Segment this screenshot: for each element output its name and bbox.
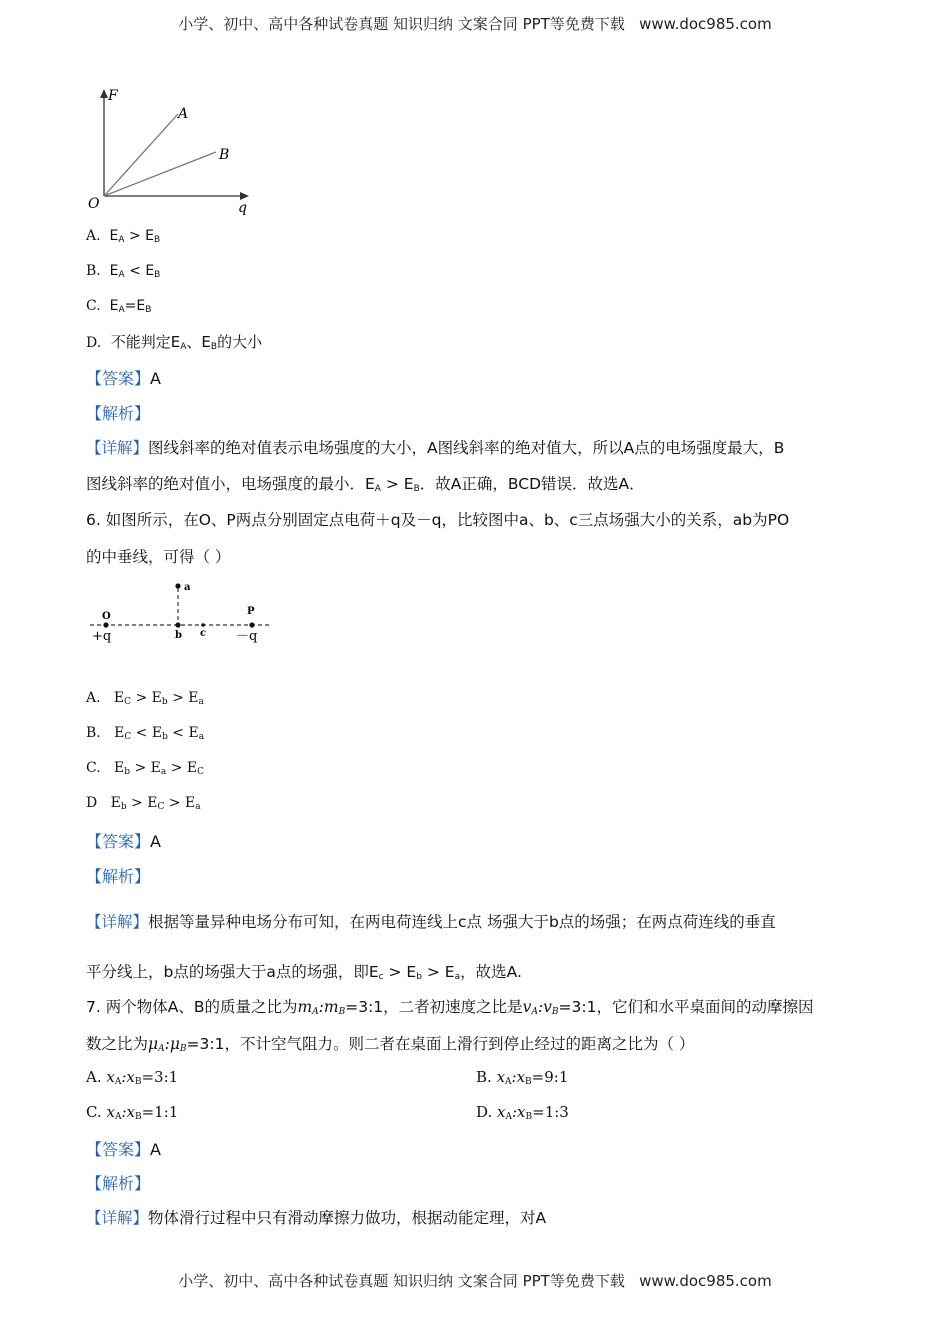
label-c: c bbox=[200, 628, 207, 639]
q6-analysis: 【解析】 bbox=[86, 867, 151, 886]
q6-stem-line2: 的中垂线，可得（ ） bbox=[86, 548, 231, 566]
q5-option-d[interactable]: D. 不能判定$E_A$、$E_B$的大小 bbox=[86, 333, 263, 352]
q6-detail-line1: 【详解】根据等量异种电场分布可知，在两电荷连线上c点 场强大于b点的场强；在两点荷连线的垂直 bbox=[86, 913, 776, 931]
q6-option-a[interactable]: A. $E_C > E_b > E_a$ bbox=[86, 690, 204, 707]
q7-option-a[interactable]: A. $x_A:x_B=3:1$ bbox=[86, 1068, 179, 1087]
q6-stem-line1: 6. 如图所示，在O、P两点分别固定点电荷＋q及－q，比较图中a、b、c三点场强大小的关系，ab为PO bbox=[86, 511, 790, 529]
point-c bbox=[201, 623, 205, 627]
graph-line-a bbox=[104, 114, 178, 196]
graph-y-arrow bbox=[100, 89, 108, 98]
label-minus-q: －q bbox=[236, 629, 258, 644]
q7-option-c[interactable]: C. $x_A:x_B=1:1$ bbox=[86, 1103, 179, 1122]
q5-detail-line2: 图线斜率的绝对值小，电场强度的最小．$E_A > E_B$．故A正确，BCD错误．故选A． bbox=[86, 475, 645, 494]
graph-y-label: F bbox=[108, 88, 118, 104]
q6-answer: 【答案】A bbox=[86, 832, 161, 851]
graph-x-arrow bbox=[240, 192, 249, 200]
q7-answer: 【答案】A bbox=[86, 1140, 161, 1159]
q6-option-d[interactable]: D $E_b > E_C > E_a$ bbox=[86, 795, 201, 812]
q5-option-c[interactable]: C. $E_A=E_B$ bbox=[86, 298, 152, 315]
q7-option-d[interactable]: D. $x_A:x_B=1:3$ bbox=[476, 1103, 569, 1122]
q5-option-a[interactable]: A. $E_A > E_B$ bbox=[86, 228, 161, 245]
q6-detail-line2: 平分线上，b点的场强大于a点的场强，即$E_c > E_b > E_a$，故选A. bbox=[86, 963, 522, 982]
q7-stem-line2: 数之比为$\mu_A:\mu_B=3:1$，不计空气阻力。则二者在桌面上滑行到停止经过的距离之比为（ ） bbox=[86, 1035, 695, 1054]
label-a: a bbox=[184, 582, 191, 593]
q7-analysis: 【解析】 bbox=[86, 1174, 151, 1193]
page-footer: 小学、初中、高中各种试卷真题 知识归纳 文案合同 PPT等免费下载 www.doc985.com bbox=[178, 1272, 772, 1290]
q6-option-b[interactable]: B. $E_C < E_b < E_a$ bbox=[86, 725, 205, 742]
point-p bbox=[249, 622, 254, 627]
q5-detail-line1: 【详解】图线斜率的绝对值表示电场强度的大小，A图线斜率的绝对值大，所以A点的电场强度最大，B bbox=[86, 439, 785, 457]
page-header: 小学、初中、高中各种试卷真题 知识归纳 文案合同 PPT等免费下载 www.doc985.com bbox=[178, 15, 772, 33]
charges-diagram bbox=[86, 576, 286, 650]
q7-detail-line1: 【详解】物体滑行过程中只有滑动摩擦力做功，根据动能定理，对A bbox=[86, 1209, 547, 1227]
point-b bbox=[175, 622, 180, 627]
q7-stem-line1: 7. 两个物体A、B的质量之比为$m_A:m_B=3:1$，二者初速度之比是$v_A:v_B=3:1$，它们和水平桌面间的动摩擦因 bbox=[86, 998, 814, 1017]
q5-answer: 【答案】A bbox=[86, 369, 161, 388]
site-url: www.doc985.com bbox=[639, 15, 772, 33]
footer-site-url: www.doc985.com bbox=[639, 1272, 772, 1290]
point-o bbox=[103, 622, 108, 627]
graph-line-b-label: B bbox=[219, 147, 230, 163]
f-q-graph bbox=[84, 86, 264, 216]
graph-origin-label: O bbox=[88, 196, 100, 212]
q6-option-c[interactable]: C. $E_b > E_a > E_C$ bbox=[86, 760, 205, 777]
label-plus-q: +q bbox=[92, 629, 112, 644]
label-b: b bbox=[175, 630, 182, 641]
q5-option-b[interactable]: B. $E_A < E_B$ bbox=[86, 263, 161, 280]
label-o: O bbox=[102, 611, 111, 622]
graph-line-a-label: A bbox=[178, 106, 189, 122]
graph-line-b bbox=[104, 152, 216, 196]
q7-option-b[interactable]: B. $x_A:x_B=9:1$ bbox=[476, 1068, 569, 1087]
graph-x-label: q bbox=[238, 200, 247, 216]
label-p: P bbox=[247, 606, 255, 617]
q5-analysis: 【解析】 bbox=[86, 404, 151, 423]
point-a bbox=[175, 583, 180, 588]
